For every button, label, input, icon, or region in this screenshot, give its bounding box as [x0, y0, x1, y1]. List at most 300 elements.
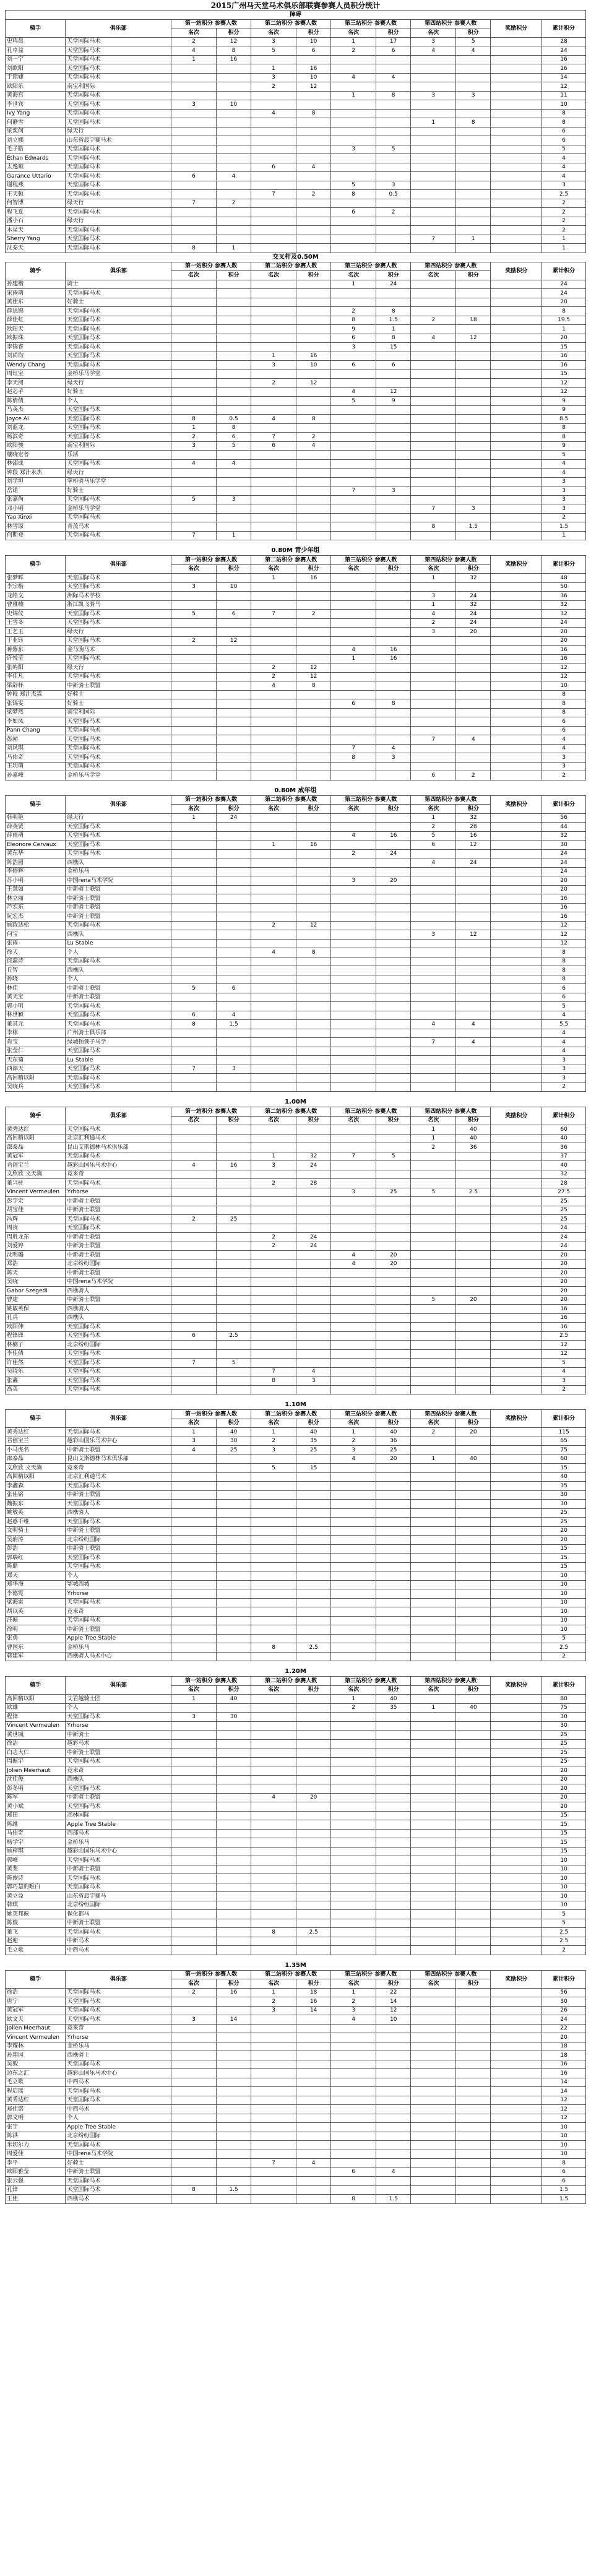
rider-cell: 芦宏东 — [6, 903, 66, 912]
value-cell — [376, 1385, 411, 1394]
club-cell: 西樵队 — [66, 1313, 171, 1323]
value-cell — [331, 405, 376, 415]
header-rank: 名次 — [331, 805, 376, 814]
value-cell — [251, 984, 296, 993]
value-cell: 5 — [331, 181, 376, 190]
rider-cell: 王雪冬 — [6, 618, 66, 628]
value-cell — [411, 1482, 456, 1491]
value-cell — [376, 574, 411, 583]
value-cell: 6 — [331, 208, 376, 217]
rider-cell: 黄海宫 — [6, 91, 66, 100]
value-cell — [376, 352, 411, 361]
value-cell — [251, 1454, 296, 1464]
value-cell — [456, 2168, 491, 2177]
value-cell — [217, 762, 251, 771]
value-cell — [491, 127, 542, 136]
table-row — [6, 82, 586, 92]
value-cell — [251, 1074, 296, 1083]
value-cell — [171, 1643, 216, 1653]
club-cell: 西樵骑人 — [66, 1508, 171, 1518]
value-cell — [376, 1748, 411, 1758]
value-cell — [296, 2096, 331, 2105]
value-cell: 25 — [542, 1215, 586, 1224]
value-cell — [217, 486, 251, 496]
value-cell: 15 — [542, 1464, 586, 1473]
header-round2 — [251, 1410, 331, 1419]
section — [5, 1098, 586, 1394]
rider-cell: 黄小斌 — [6, 1802, 66, 1812]
header-points: 积分 — [456, 805, 491, 814]
value-cell — [376, 513, 411, 522]
rider-cell: 韩建军 — [6, 1652, 66, 1661]
value-cell: 12 — [542, 379, 586, 388]
value-cell — [331, 1170, 376, 1179]
value-cell — [251, 2114, 296, 2123]
value-cell — [171, 1766, 216, 1776]
rider-cell: 李德霓 — [6, 1589, 66, 1599]
value-cell — [217, 975, 251, 984]
value-cell — [331, 993, 376, 1002]
value-cell — [411, 948, 456, 957]
value-cell: 2.5 — [542, 190, 586, 199]
value-cell: 2.5 — [217, 1331, 251, 1341]
value-cell: 1 — [251, 352, 296, 361]
rider-cell: Jolien Meerhaut — [6, 1766, 66, 1776]
value-cell — [491, 574, 542, 583]
club-cell: 好骑士 — [66, 486, 171, 496]
header-prize: 奖励积分 — [491, 795, 542, 813]
value-cell: 10 — [542, 1892, 586, 1901]
value-cell — [491, 1731, 542, 1740]
header-points: 积分 — [456, 1116, 491, 1125]
value-cell — [411, 1910, 456, 1919]
table-row — [6, 226, 586, 235]
header-round3-label: 第三站积分 — [345, 1971, 373, 1978]
value-cell — [376, 1616, 411, 1625]
rider-cell: 米切尔力 — [6, 2141, 66, 2150]
rider-cell: 郑浩 — [6, 1260, 66, 1269]
value-cell: 40 — [542, 1134, 586, 1143]
value-cell — [456, 433, 491, 442]
value-cell — [296, 217, 331, 226]
rider-cell: 王天顿 — [6, 190, 66, 199]
table-row — [6, 1188, 586, 1197]
value-cell — [456, 1446, 491, 1455]
value-cell — [411, 867, 456, 876]
value-cell — [411, 876, 456, 886]
value-cell — [491, 352, 542, 361]
value-cell — [171, 1385, 216, 1394]
value-cell — [331, 441, 376, 451]
value-cell — [331, 1766, 376, 1776]
value-cell — [456, 2042, 491, 2051]
value-cell — [251, 2087, 296, 2096]
club-cell: 金桥乐马学堂 — [66, 370, 171, 379]
value-cell — [171, 91, 216, 100]
value-cell — [217, 379, 251, 388]
rider-cell: Gabor Szegedi — [6, 1287, 66, 1296]
value-cell — [456, 100, 491, 110]
value-cell — [331, 1056, 376, 1065]
value-cell — [251, 1802, 296, 1812]
value-cell — [331, 2042, 376, 2051]
value-cell — [251, 1757, 296, 1766]
value-cell — [296, 1652, 331, 1661]
rider-cell: 高回精以阳 — [6, 1074, 66, 1083]
header-round3-label: 第三站积分 — [345, 797, 373, 803]
value-cell: 2 — [542, 771, 586, 780]
rider-cell: 梁梦然 — [6, 708, 66, 717]
header-club: 俱乐部 — [66, 1970, 171, 1988]
value-cell — [296, 912, 331, 922]
value-cell — [411, 1544, 456, 1554]
value-cell — [251, 307, 296, 316]
club-cell: 掌柜骑马乐学堂 — [66, 477, 171, 486]
table-row — [6, 2006, 586, 2015]
value-cell: 3 — [296, 1377, 331, 1386]
value-cell — [331, 1739, 376, 1748]
club-cell: 绿天行 — [66, 628, 171, 637]
value-cell — [331, 459, 376, 469]
value-cell — [251, 1766, 296, 1776]
value-cell — [456, 199, 491, 208]
section — [5, 1667, 586, 1955]
value-cell — [217, 469, 251, 478]
value-cell — [376, 1125, 411, 1135]
value-cell — [217, 699, 251, 709]
club-cell: 天堂国际马术 — [66, 1215, 171, 1224]
club-cell: 天堂国际马术 — [66, 352, 171, 361]
value-cell — [411, 441, 456, 451]
value-cell — [296, 894, 331, 904]
table-row — [6, 2024, 586, 2033]
value-cell — [456, 1490, 491, 1500]
club-cell: 天堂国际马术 — [66, 762, 171, 771]
value-cell — [331, 1341, 376, 1350]
table-row — [6, 1508, 586, 1518]
value-cell: 16 — [542, 903, 586, 912]
rider-cell: 郭巧慧的唯白 — [6, 1883, 66, 1892]
table-row — [6, 1446, 586, 1455]
value-cell — [411, 1377, 456, 1386]
table-row — [6, 636, 586, 646]
value-cell — [491, 628, 542, 637]
value-cell: 28 — [542, 37, 586, 46]
value-cell — [376, 1349, 411, 1359]
value-cell: 8 — [376, 307, 411, 316]
rider-cell: 黄秀达红 — [6, 2096, 66, 2105]
value-cell: 20 — [542, 1775, 586, 1784]
value-cell — [376, 1518, 411, 1527]
value-cell: 5 — [411, 1295, 456, 1305]
rider-cell: 黄世城 — [6, 1731, 66, 1740]
value-cell — [411, 1625, 456, 1635]
value-cell — [456, 226, 491, 235]
value-cell — [331, 975, 376, 984]
value-cell — [491, 966, 542, 975]
value-cell: 25 — [376, 1188, 411, 1197]
value-cell — [171, 1500, 216, 1509]
table-row — [6, 64, 586, 74]
value-cell: 16 — [542, 55, 586, 64]
club-cell: 中新骑士联盟 — [66, 1233, 171, 1242]
club-cell: 中新骑士联盟 — [66, 984, 171, 993]
value-cell: 10 — [542, 1625, 586, 1635]
value-cell: 12 — [542, 2105, 586, 2114]
value-cell: 15 — [542, 1544, 586, 1554]
value-cell — [456, 1242, 491, 1251]
value-cell — [217, 885, 251, 894]
points-table — [5, 1409, 586, 1661]
value-cell — [331, 469, 376, 478]
value-cell: 3 — [542, 477, 586, 486]
value-cell — [217, 1820, 251, 1830]
value-cell: 16 — [542, 894, 586, 904]
value-cell — [376, 1011, 411, 1020]
value-cell: 4 — [331, 1454, 376, 1464]
value-cell: 4 — [251, 681, 296, 691]
club-cell: Apple Tree Stable — [66, 2123, 171, 2132]
value-cell — [491, 1766, 542, 1776]
value-cell — [171, 1047, 216, 1056]
value-cell: 10 — [217, 582, 251, 592]
value-cell — [217, 921, 251, 930]
value-cell — [217, 1277, 251, 1287]
value-cell — [376, 1802, 411, 1812]
header-round3 — [331, 1107, 411, 1117]
value-cell: 25 — [542, 1757, 586, 1766]
value-cell — [251, 1359, 296, 1368]
section — [5, 10, 586, 253]
value-cell — [296, 1757, 331, 1766]
value-cell — [411, 2024, 456, 2033]
value-cell — [376, 2123, 411, 2132]
value-cell: 50 — [542, 582, 586, 592]
table-row — [6, 1125, 586, 1135]
rider-cell: 高回精以阳 — [6, 1695, 66, 1704]
value-cell — [251, 1125, 296, 1135]
rider-cell: 欧阳雅莹 — [6, 2168, 66, 2177]
rider-cell: 梁辞杯 — [6, 681, 66, 691]
club-cell: 天堂国际马术 — [66, 1883, 171, 1892]
value-cell — [251, 1598, 296, 1607]
value-cell — [171, 957, 216, 966]
value-cell — [411, 415, 456, 424]
value-cell — [456, 387, 491, 397]
value-cell — [376, 127, 411, 136]
header-round2-label: 第二站积分 — [265, 263, 293, 270]
value-cell — [296, 1047, 331, 1056]
value-cell — [411, 1367, 456, 1377]
value-cell — [251, 1937, 296, 1946]
value-cell — [171, 690, 216, 699]
club-cell: 竞来奇 — [66, 1766, 171, 1776]
value-cell — [376, 1233, 411, 1242]
value-cell — [217, 1874, 251, 1883]
value-cell — [411, 1946, 456, 1955]
value-cell — [331, 1901, 376, 1910]
value-cell — [171, 1616, 216, 1625]
value-cell — [251, 1002, 296, 1011]
value-cell: 8 — [456, 118, 491, 128]
value-cell — [376, 2024, 411, 2033]
club-cell: 北京汇利通马术 — [66, 1134, 171, 1143]
value-cell — [411, 636, 456, 646]
value-cell — [251, 1056, 296, 1065]
value-cell — [331, 1143, 376, 1152]
value-cell — [376, 735, 411, 745]
value-cell: 2 — [251, 1233, 296, 1242]
club-cell: 越彩马术 — [66, 1739, 171, 1748]
value-cell: 8 — [542, 2159, 586, 2168]
value-cell — [411, 1829, 456, 1838]
table-row — [6, 1856, 586, 1865]
club-cell: 竞来奇 — [66, 1170, 171, 1179]
value-cell: 10 — [542, 1616, 586, 1625]
value-cell — [251, 867, 296, 876]
value-cell — [376, 582, 411, 592]
value-cell: 6 — [542, 726, 586, 735]
value-cell — [376, 433, 411, 442]
rider-cell: 孔卓益 — [6, 46, 66, 56]
value-cell — [296, 592, 331, 601]
value-cell: 12 — [542, 663, 586, 673]
value-cell — [217, 957, 251, 966]
value-cell — [411, 717, 456, 727]
value-cell — [456, 1739, 491, 1748]
value-cell — [251, 504, 296, 514]
rider-cell: 小马虎名 — [6, 1446, 66, 1455]
value-cell: 4 — [331, 1260, 376, 1269]
value-cell: 12 — [542, 387, 586, 397]
value-cell — [491, 993, 542, 1002]
value-cell — [491, 1359, 542, 1368]
header-round2-label: 第二站积分 — [265, 1411, 293, 1417]
value-cell — [456, 1377, 491, 1386]
value-cell — [456, 154, 491, 163]
value-cell — [456, 172, 491, 181]
value-cell: 16 — [542, 1305, 586, 1314]
value-cell — [411, 726, 456, 735]
value-cell: 4 — [542, 735, 586, 745]
header-round4-present: 参赛人数 — [452, 20, 477, 27]
value-cell — [171, 831, 216, 841]
value-cell — [251, 423, 296, 433]
value-cell — [251, 600, 296, 610]
table-row — [6, 690, 586, 699]
value-cell — [296, 1065, 331, 1074]
value-cell — [331, 966, 376, 975]
value-cell — [456, 2006, 491, 2015]
value-cell — [331, 1847, 376, 1856]
value-cell: 2 — [411, 618, 456, 628]
value-cell — [331, 415, 376, 424]
value-cell — [376, 1161, 411, 1170]
rider-cell: 欧阳伸 — [6, 1323, 66, 1332]
value-cell — [251, 1544, 296, 1554]
value-cell — [171, 1143, 216, 1152]
value-cell — [491, 1526, 542, 1536]
table-row — [6, 1536, 586, 1545]
value-cell — [456, 1748, 491, 1758]
value-cell — [296, 2105, 331, 2114]
header-row — [6, 19, 586, 28]
value-cell — [331, 1616, 376, 1625]
value-cell: 32 — [542, 610, 586, 619]
value-cell — [456, 2078, 491, 2087]
header-round4 — [411, 19, 491, 28]
value-cell: 15 — [542, 1847, 586, 1856]
value-cell: 3 — [331, 343, 376, 352]
value-cell: 20 — [542, 876, 586, 886]
value-cell: 4 — [331, 1251, 376, 1260]
rider-cell: 董飞 — [6, 1928, 66, 1937]
value-cell: 7 — [251, 2159, 296, 2168]
value-cell — [491, 100, 542, 110]
rider-cell: 马英杰 — [6, 405, 66, 415]
value-cell — [456, 1616, 491, 1625]
value-cell — [251, 334, 296, 343]
header-rank: 名次 — [251, 1419, 296, 1428]
value-cell — [296, 1508, 331, 1518]
value-cell — [376, 2132, 411, 2141]
value-cell — [411, 1757, 456, 1766]
value-cell: 16 — [296, 1997, 331, 2007]
value-cell — [491, 1029, 542, 1038]
value-cell — [411, 109, 456, 118]
value-cell — [251, 1829, 296, 1838]
value-cell — [296, 975, 331, 984]
value-cell: 3 — [456, 91, 491, 100]
value-cell — [376, 504, 411, 514]
rider-cell: 陈浩圆 — [6, 858, 66, 868]
header-round2-label: 第二站积分 — [265, 797, 293, 803]
value-cell: 2 — [411, 316, 456, 325]
value-cell — [491, 1161, 542, 1170]
value-cell: 20 — [456, 1295, 491, 1305]
value-cell — [296, 2042, 331, 2051]
value-cell — [491, 504, 542, 514]
table-row — [6, 504, 586, 514]
value-cell — [216, 235, 251, 244]
value-cell: 8 — [296, 681, 331, 691]
header-points: 积分 — [217, 1419, 251, 1428]
value-cell: 8 — [376, 91, 411, 100]
club-cell: 广州骑士俱乐部 — [66, 1029, 171, 1038]
value-cell: 2.5 — [456, 1188, 491, 1197]
value-cell: 40 — [542, 1161, 586, 1170]
section — [5, 1401, 586, 1661]
value-cell — [296, 387, 331, 397]
value-cell — [331, 82, 376, 92]
value-cell: 24 — [542, 289, 586, 298]
value-cell — [491, 217, 542, 226]
table-row — [6, 2087, 586, 2096]
rider-cell: 孔兵 — [6, 1313, 66, 1323]
value-cell — [456, 217, 491, 226]
value-cell — [217, 1616, 251, 1625]
header-points: 积分 — [296, 28, 331, 38]
value-cell — [296, 2168, 331, 2177]
value-cell — [296, 1874, 331, 1883]
value-cell: 22 — [542, 2024, 586, 2033]
value-cell: 3 — [331, 2006, 376, 2015]
value-cell — [491, 1695, 542, 1704]
table-row — [6, 2105, 586, 2114]
value-cell — [331, 1269, 376, 1278]
rider-cell: 孙晓 — [6, 975, 66, 984]
value-cell — [456, 379, 491, 388]
